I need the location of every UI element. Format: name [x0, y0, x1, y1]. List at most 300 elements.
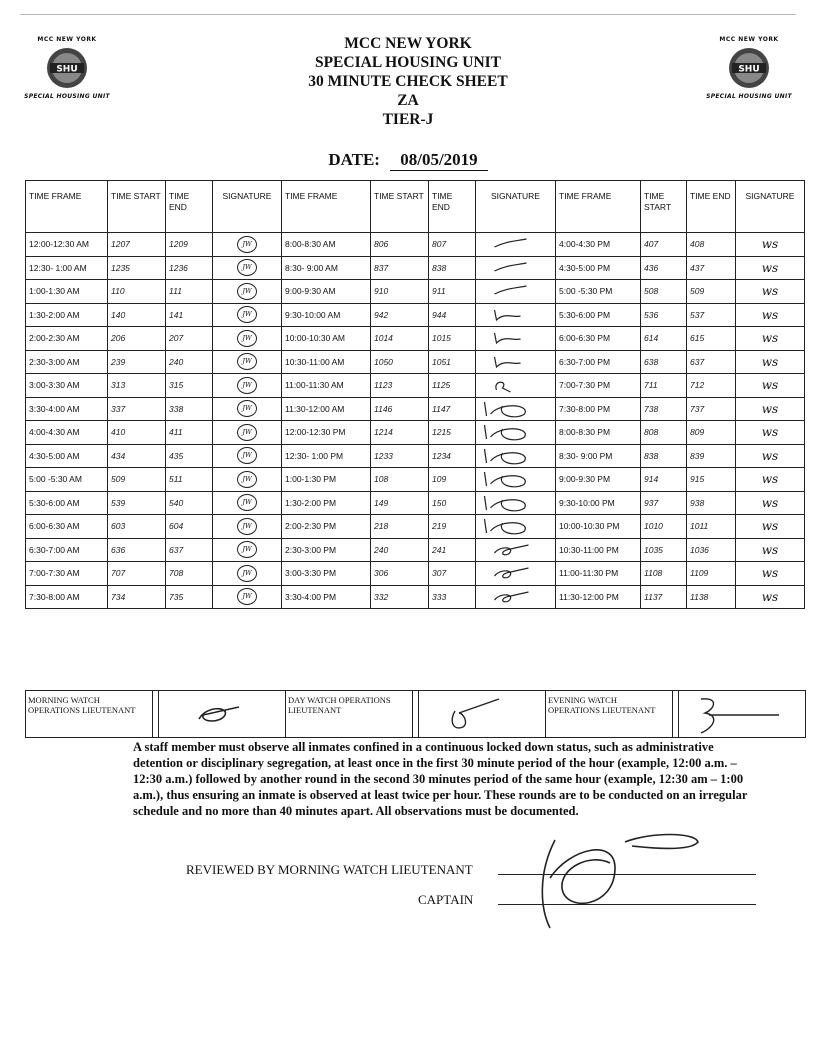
signature-cell: [476, 585, 556, 609]
time-end-cell: 109: [429, 468, 476, 492]
time-start-cell: 707: [108, 562, 166, 586]
time-start-cell: 337: [108, 397, 166, 421]
date-line: [0, 150, 816, 171]
time-end-cell: 111: [166, 280, 213, 304]
time-end-cell: 315: [166, 374, 213, 398]
time-frame-cell: 2:30-3:00 PM: [282, 538, 371, 562]
time-start-cell: 614: [641, 327, 687, 351]
col-time-frame: TIME FRAME: [556, 181, 641, 233]
signature-cell: [213, 585, 282, 609]
time-frame-cell: 9:30-10:00 AM: [282, 303, 371, 327]
time-end-cell: 838: [429, 256, 476, 280]
time-start-cell: 1010: [641, 515, 687, 539]
signature-mark: [479, 329, 552, 347]
time-start-cell: 1123: [371, 374, 429, 398]
time-frame-cell: 12:00-12:30 AM: [26, 233, 108, 257]
time-start-cell: 434: [108, 444, 166, 468]
signature-cell: [736, 303, 805, 327]
signature-cell: [736, 491, 805, 515]
time-start-cell: 539: [108, 491, 166, 515]
signature-mark: [479, 400, 552, 418]
initials-stamp: JW: [237, 400, 257, 417]
signature-cell: [213, 421, 282, 445]
time-frame-cell: 7:30-8:00 AM: [26, 585, 108, 609]
time-start-cell: 1137: [641, 585, 687, 609]
time-end-cell: 333: [429, 585, 476, 609]
time-frame-cell: 6:30-7:00 AM: [26, 538, 108, 562]
time-frame-cell: 1:30-2:00 AM: [26, 303, 108, 327]
signature-cell: [213, 562, 282, 586]
time-end-cell: 615: [687, 327, 736, 351]
initials-signature: ws: [761, 331, 779, 346]
signature-cell: [213, 374, 282, 398]
date-label: DATE:: [328, 150, 380, 169]
time-frame-cell: 1:30-2:00 PM: [282, 491, 371, 515]
table-row: [26, 538, 805, 562]
time-frame-cell: 4:00-4:30 PM: [556, 233, 641, 257]
signature-cell: [736, 538, 805, 562]
time-start-cell: 1233: [371, 444, 429, 468]
time-frame-cell: 7:30-8:00 PM: [556, 397, 641, 421]
signature-mark: [479, 376, 552, 394]
time-frame-cell: 7:00-7:30 PM: [556, 374, 641, 398]
time-frame-cell: 1:00-1:30 PM: [282, 468, 371, 492]
time-start-cell: 738: [641, 397, 687, 421]
time-start-cell: 1207: [108, 233, 166, 257]
time-end-cell: 839: [687, 444, 736, 468]
time-end-cell: 809: [687, 421, 736, 445]
initials-signature: ws: [761, 448, 779, 463]
signature-cell: [476, 444, 556, 468]
time-start-cell: 603: [108, 515, 166, 539]
initials-stamp: JW: [237, 330, 257, 347]
time-start-cell: 218: [371, 515, 429, 539]
table-row: [26, 350, 805, 374]
initials-stamp: JW: [237, 541, 257, 558]
shu-logo-right: [704, 36, 794, 100]
table-row: [26, 327, 805, 351]
logo-top-text: MCC NEW YORK: [719, 36, 779, 43]
time-frame-cell: 4:30-5:00 AM: [26, 444, 108, 468]
time-start-cell: 937: [641, 491, 687, 515]
lieutenant-signature-block: [25, 690, 806, 738]
time-end-cell: 911: [429, 280, 476, 304]
signature-cell: [476, 256, 556, 280]
time-end-cell: 540: [166, 491, 213, 515]
time-frame-cell: 11:30-12:00 AM: [282, 397, 371, 421]
time-frame-cell: 11:30-12:00 PM: [556, 585, 641, 609]
time-start-cell: 1014: [371, 327, 429, 351]
time-end-cell: 411: [166, 421, 213, 445]
time-start-cell: 206: [108, 327, 166, 351]
signature-cell: [476, 280, 556, 304]
reviewed-by-label: REVIEWED BY MORNING WATCH LIEUTENANT: [186, 862, 473, 877]
col-time-end: TIME END: [687, 181, 736, 233]
time-start-cell: 1146: [371, 397, 429, 421]
initials-stamp: JW: [237, 259, 257, 276]
header-institution: MCC NEW YORK: [344, 35, 472, 52]
signature-mark: [479, 423, 552, 441]
initials-signature: ws: [761, 284, 779, 299]
time-start-cell: 240: [371, 538, 429, 562]
initials-signature: ws: [761, 378, 779, 393]
time-end-cell: 207: [166, 327, 213, 351]
evening-lieutenant-label: EVENING WATCH OPERATIONS LIEUTENANT: [547, 695, 656, 715]
signature-mark: [479, 447, 552, 465]
time-end-cell: 604: [166, 515, 213, 539]
shu-seal-icon: [45, 46, 89, 90]
time-end-cell: 150: [429, 491, 476, 515]
signature-mark: [479, 235, 552, 253]
date-value: 08/05/2019: [390, 150, 487, 171]
time-end-cell: 915: [687, 468, 736, 492]
initials-stamp: JW: [237, 424, 257, 441]
col-signature: SIGNATURE: [476, 181, 556, 233]
signature-cell: [476, 491, 556, 515]
time-end-cell: 537: [687, 303, 736, 327]
time-start-cell: 140: [108, 303, 166, 327]
day-lieutenant-label: DAY WATCH OPERATIONS LIEUTENANT: [287, 695, 391, 715]
time-start-cell: 837: [371, 256, 429, 280]
initials-stamp: JW: [237, 306, 257, 323]
signature-cell: [213, 538, 282, 562]
time-end-cell: 1215: [429, 421, 476, 445]
signature-cell: [476, 327, 556, 351]
time-end-cell: 307: [429, 562, 476, 586]
signature-cell: [736, 233, 805, 257]
time-start-cell: 1235: [108, 256, 166, 280]
signature-cell: [213, 515, 282, 539]
time-frame-cell: 3:00-3:30 AM: [26, 374, 108, 398]
col-time-frame: TIME FRAME: [282, 181, 371, 233]
signature-cell: [476, 421, 556, 445]
time-start-cell: 806: [371, 233, 429, 257]
time-end-cell: 637: [166, 538, 213, 562]
time-start-cell: 508: [641, 280, 687, 304]
time-frame-cell: 5:00 -5:30 AM: [26, 468, 108, 492]
logo-seal-text: SHU: [56, 64, 78, 75]
time-end-cell: 807: [429, 233, 476, 257]
signature-mark: [479, 470, 552, 488]
signature-cell: [736, 515, 805, 539]
initials-stamp: JW: [237, 494, 257, 511]
initials-signature: ws: [761, 519, 779, 534]
logo-seal-text: SHU: [738, 64, 760, 75]
signature-cell: [213, 397, 282, 421]
table-row: [26, 280, 805, 304]
time-start-cell: 332: [371, 585, 429, 609]
time-start-cell: 910: [371, 280, 429, 304]
time-frame-cell: 5:30-6:00 AM: [26, 491, 108, 515]
signature-cell: [213, 491, 282, 515]
table-row: [26, 303, 805, 327]
signature-cell: [213, 350, 282, 374]
time-end-cell: 938: [687, 491, 736, 515]
signature-mark: [479, 517, 552, 535]
time-start-cell: 410: [108, 421, 166, 445]
signature-cell: [476, 303, 556, 327]
time-frame-cell: 4:00-4:30 AM: [26, 421, 108, 445]
initials-stamp: JW: [237, 471, 257, 488]
signature-cell: [736, 327, 805, 351]
col-signature: SIGNATURE: [736, 181, 805, 233]
top-rule: [20, 14, 796, 15]
signature-cell: [213, 327, 282, 351]
time-start-cell: 509: [108, 468, 166, 492]
time-frame-cell: 11:00-11:30 PM: [556, 562, 641, 586]
col-time-start: TIME START: [371, 181, 429, 233]
time-start-cell: 914: [641, 468, 687, 492]
time-start-cell: 407: [641, 233, 687, 257]
signature-cell: [476, 350, 556, 374]
time-start-cell: 149: [371, 491, 429, 515]
time-frame-cell: 8:30- 9:00 PM: [556, 444, 641, 468]
table-row: [26, 374, 805, 398]
captain-label: CAPTAIN: [418, 892, 474, 907]
signature-cell: [736, 562, 805, 586]
time-start-cell: 436: [641, 256, 687, 280]
time-frame-cell: 6:00-6:30 PM: [556, 327, 641, 351]
table-row: [26, 421, 805, 445]
time-frame-cell: 12:00-12:30 PM: [282, 421, 371, 445]
signature-cell: [736, 280, 805, 304]
time-frame-cell: 11:00-11:30 AM: [282, 374, 371, 398]
time-end-cell: 141: [166, 303, 213, 327]
time-frame-cell: 10:30-11:00 AM: [282, 350, 371, 374]
time-end-cell: 735: [166, 585, 213, 609]
signature-cell: [213, 444, 282, 468]
time-frame-cell: 12:30- 1:00 AM: [26, 256, 108, 280]
time-end-cell: 944: [429, 303, 476, 327]
initials-signature: ws: [761, 307, 779, 322]
time-end-cell: 708: [166, 562, 213, 586]
time-start-cell: 239: [108, 350, 166, 374]
table-row: [26, 233, 805, 257]
initials-signature: ws: [761, 401, 779, 416]
time-end-cell: 240: [166, 350, 213, 374]
initials-signature: ws: [761, 542, 779, 557]
reviewer-signature: [520, 828, 710, 933]
signature-cell: [736, 256, 805, 280]
time-end-cell: 1209: [166, 233, 213, 257]
signature-cell: [213, 233, 282, 257]
time-end-cell: 637: [687, 350, 736, 374]
time-start-cell: 1035: [641, 538, 687, 562]
evening-lieutenant-signature: [679, 691, 805, 737]
signature-cell: [213, 256, 282, 280]
time-frame-cell: 3:30-4:00 AM: [26, 397, 108, 421]
time-start-cell: 313: [108, 374, 166, 398]
initials-stamp: JW: [237, 377, 257, 394]
time-frame-cell: 2:00-2:30 PM: [282, 515, 371, 539]
time-frame-cell: 10:00-10:30 AM: [282, 327, 371, 351]
time-start-cell: 1050: [371, 350, 429, 374]
signature-mark: [479, 494, 552, 512]
signature-mark: [479, 282, 552, 300]
signature-cell: [736, 585, 805, 609]
policy-text: A staff member must observe all inmates confined in a continuous locked down status, such as administrative detention or disciplinary segregation, at least once in the first 30 minute period of the hour (example, 12:00 a.m. – 12:30 a.m.) followed by another round in the second 30 minutes period of the same hour (example, 12:30 am – 1:00 a.m.), thus ensuring an inmate is observed at least twice per hour. These rounds are to be conducted on an irregular schedule and no more than 40 minutes apart. All observations must be documented.: [133, 740, 748, 818]
time-end-cell: 1138: [687, 585, 736, 609]
initials-stamp: JW: [237, 588, 257, 605]
time-start-cell: 306: [371, 562, 429, 586]
signature-cell: [476, 468, 556, 492]
day-lieutenant-signature: [419, 691, 546, 737]
table-row: [26, 444, 805, 468]
time-end-cell: 338: [166, 397, 213, 421]
time-end-cell: 1147: [429, 397, 476, 421]
initials-signature: ws: [761, 495, 779, 510]
col-time-start: TIME START: [641, 181, 687, 233]
initials-signature: ws: [761, 566, 779, 581]
signature-cell: [736, 421, 805, 445]
time-end-cell: 437: [687, 256, 736, 280]
time-end-cell: 1036: [687, 538, 736, 562]
initials-stamp: JW: [237, 447, 257, 464]
time-frame-cell: 9:30-10:00 PM: [556, 491, 641, 515]
signature-mark: [479, 259, 552, 277]
signature-cell: [213, 468, 282, 492]
time-start-cell: 636: [108, 538, 166, 562]
col-time-start: TIME START: [108, 181, 166, 233]
logo-top-text: MCC NEW YORK: [37, 36, 97, 43]
time-start-cell: 1214: [371, 421, 429, 445]
time-frame-cell: 3:30-4:00 PM: [282, 585, 371, 609]
time-end-cell: 1109: [687, 562, 736, 586]
time-start-cell: 1108: [641, 562, 687, 586]
signature-cell: [736, 468, 805, 492]
time-frame-cell: 10:30-11:00 PM: [556, 538, 641, 562]
shu-seal-icon: [727, 46, 771, 90]
time-start-cell: 838: [641, 444, 687, 468]
morning-lieutenant-label: MORNING WATCH OPERATIONS LIEUTENANT: [28, 695, 136, 715]
check-table: [25, 180, 805, 609]
time-end-cell: 219: [429, 515, 476, 539]
table-row: [26, 515, 805, 539]
time-frame-cell: 2:30-3:00 AM: [26, 350, 108, 374]
logo-bottom-text: SPECIAL HOUSING UNIT: [24, 93, 110, 100]
table-row: [26, 256, 805, 280]
signature-cell: [736, 444, 805, 468]
initials-signature: ws: [761, 354, 779, 369]
signature-mark: [479, 588, 552, 606]
time-start-cell: 734: [108, 585, 166, 609]
time-start-cell: 942: [371, 303, 429, 327]
time-start-cell: 808: [641, 421, 687, 445]
time-frame-cell: 8:30- 9:00 AM: [282, 256, 371, 280]
initials-signature: ws: [761, 237, 779, 252]
time-end-cell: 241: [429, 538, 476, 562]
document-header: [200, 34, 616, 129]
initials-signature: ws: [761, 425, 779, 440]
signature-cell: [213, 280, 282, 304]
signature-cell: [736, 374, 805, 398]
time-end-cell: 1051: [429, 350, 476, 374]
logo-bottom-text: SPECIAL HOUSING UNIT: [706, 93, 792, 100]
time-frame-cell: 3:00-3:30 PM: [282, 562, 371, 586]
time-frame-cell: 8:00-8:30 PM: [556, 421, 641, 445]
time-frame-cell: 9:00-9:30 AM: [282, 280, 371, 304]
time-frame-cell: 2:00-2:30 AM: [26, 327, 108, 351]
time-frame-cell: 7:00-7:30 AM: [26, 562, 108, 586]
initials-signature: ws: [761, 260, 779, 275]
time-frame-cell: 12:30- 1:00 PM: [282, 444, 371, 468]
header-range: ZA: [397, 92, 419, 109]
time-end-cell: 737: [687, 397, 736, 421]
table-row: [26, 585, 805, 609]
table-row: [26, 562, 805, 586]
time-end-cell: 509: [687, 280, 736, 304]
signature-cell: [476, 515, 556, 539]
signature-cell: [476, 397, 556, 421]
signature-cell: [476, 374, 556, 398]
time-frame-cell: 5:30-6:00 PM: [556, 303, 641, 327]
time-start-cell: 711: [641, 374, 687, 398]
time-frame-cell: 6:00-6:30 AM: [26, 515, 108, 539]
time-frame-cell: 10:00-10:30 PM: [556, 515, 641, 539]
col-time-end: TIME END: [429, 181, 476, 233]
initials-stamp: JW: [237, 236, 257, 253]
col-time-frame: TIME FRAME: [26, 181, 108, 233]
signature-mark: [479, 541, 552, 559]
time-end-cell: 1234: [429, 444, 476, 468]
initials-stamp: JW: [237, 283, 257, 300]
table-header-row: [26, 181, 805, 233]
table-row: [26, 397, 805, 421]
col-time-end: TIME END: [166, 181, 213, 233]
signature-cell: [736, 397, 805, 421]
table-row: [26, 468, 805, 492]
initials-stamp: JW: [237, 518, 257, 535]
time-frame-cell: 8:00-8:30 AM: [282, 233, 371, 257]
time-start-cell: 638: [641, 350, 687, 374]
header-sheet-title: 30 MINUTE CHECK SHEET: [308, 73, 508, 90]
time-start-cell: 110: [108, 280, 166, 304]
signature-cell: [476, 562, 556, 586]
time-end-cell: 712: [687, 374, 736, 398]
time-frame-cell: 5:00 -5:30 PM: [556, 280, 641, 304]
time-end-cell: 435: [166, 444, 213, 468]
signature-mark: [479, 353, 552, 371]
signature-cell: [213, 303, 282, 327]
signature-cell: [476, 538, 556, 562]
time-end-cell: 1125: [429, 374, 476, 398]
time-end-cell: 511: [166, 468, 213, 492]
initials-signature: ws: [761, 472, 779, 487]
signature-mark: [479, 564, 552, 582]
time-end-cell: 1011: [687, 515, 736, 539]
shu-logo-left: [22, 36, 112, 100]
signature-cell: [736, 350, 805, 374]
time-start-cell: 536: [641, 303, 687, 327]
signature-cell: [476, 233, 556, 257]
time-end-cell: 408: [687, 233, 736, 257]
signature-mark: [479, 306, 552, 324]
time-frame-cell: 4:30-5:00 PM: [556, 256, 641, 280]
table-row: [26, 491, 805, 515]
col-signature: SIGNATURE: [213, 181, 282, 233]
header-unit: SPECIAL HOUSING UNIT: [314, 54, 502, 71]
header-tier: TIER-J: [382, 111, 434, 128]
initials-signature: ws: [761, 589, 779, 604]
initials-stamp: JW: [237, 353, 257, 370]
initials-stamp: JW: [237, 565, 257, 582]
time-start-cell: 108: [371, 468, 429, 492]
time-frame-cell: 9:00-9:30 PM: [556, 468, 641, 492]
time-frame-cell: 1:00-1:30 AM: [26, 280, 108, 304]
morning-lieutenant-signature: [159, 691, 286, 737]
time-end-cell: 1015: [429, 327, 476, 351]
time-frame-cell: 6:30-7:00 PM: [556, 350, 641, 374]
